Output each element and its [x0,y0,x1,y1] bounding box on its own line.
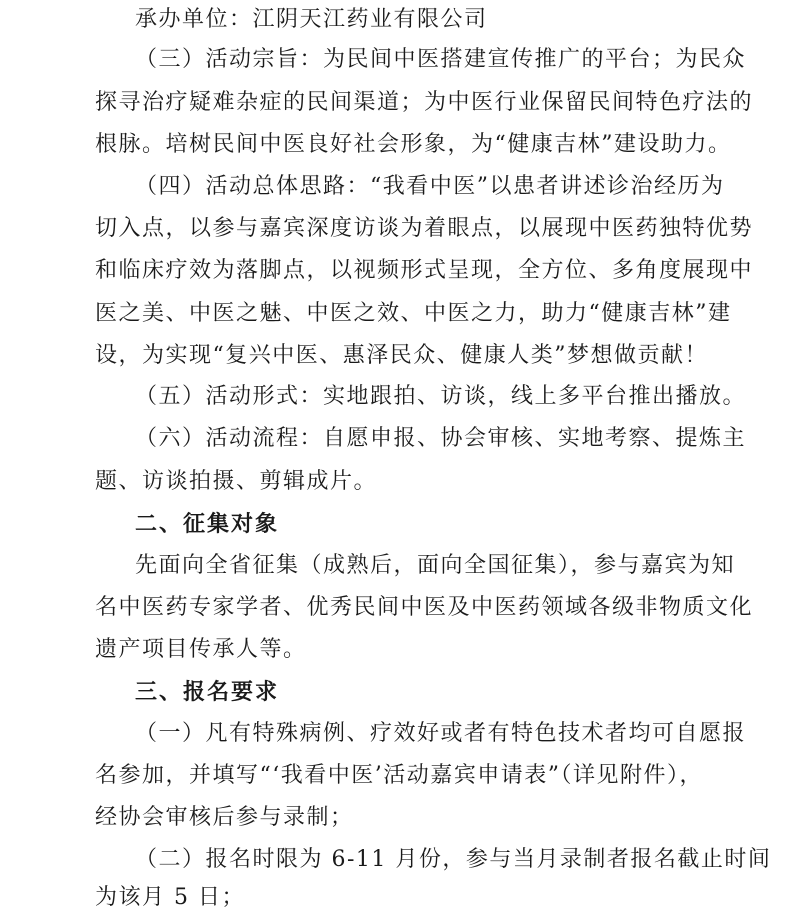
req2-line2: 为该月 5 日； [95,885,245,910]
req1-line3: 经协会审核后参与录制； [95,805,354,830]
section4-line4: 医之美、中医之魅、中医之效、中医之力，助力“健康吉林”建 [95,301,732,326]
section3-line2: 探寻治疗疑难杂症的民间渠道；为中医行业保留民间特色疗法的 [95,90,754,115]
section4-line5: 设，为实现“复兴中医、惠泽民众、健康人类”梦想做贡献！ [95,343,708,368]
req2-line1: （二）报名时限为 6-11 月份，参与当月录制者报名截止时间 [135,847,772,872]
section6-line1: （六）活动流程：自愿申报、协会审核、实地考察、提炼主 [135,426,747,451]
section6-line2: 题、访谈拍摄、剪辑成片。 [95,469,378,494]
req1-line2: 名参加，并填写“‘我看中医’活动嘉宾申请表”（详见附件）， [95,763,703,788]
section5-line1: （五）活动形式：实地跟拍、访谈，线上多平台推出播放。 [135,384,747,409]
section3-line3: 根脉。培树民间中医良好社会形象，为“健康吉林”建设助力。 [95,132,732,157]
req1-line1: （一）凡有特殊病例、疗效好或者有特色技术者均可自愿报 [135,721,747,746]
collection-line2: 名中医药专家学者、优秀民间中医及中医药领域各级非物质文化 [95,595,754,620]
collection-line3: 遗产项目传承人等。 [95,637,307,662]
section4-line3: 和临床疗效为落脚点，以视频形式呈现，全方位、多角度展现中 [95,258,754,283]
heading-registration-requirements: 三、报名要求 [135,679,280,705]
heading-collection-targets: 二、征集对象 [135,511,280,537]
collection-line1: 先面向全省征集（成熟后，面向全国征集），参与嘉宾为知 [135,553,736,578]
section4-line2: 切入点，以参与嘉宾深度访谈为着眼点，以展现中医药独特优势 [95,216,754,241]
section4-line1: （四）活动总体思路：“我看中医”以患者讲述诊治经历为 [135,174,725,199]
organizer-line: 承办单位：江阴天江药业有限公司 [135,7,488,32]
section3-line1: （三）活动宗旨：为民间中医搭建宣传推广的平台；为民众 [135,47,747,72]
